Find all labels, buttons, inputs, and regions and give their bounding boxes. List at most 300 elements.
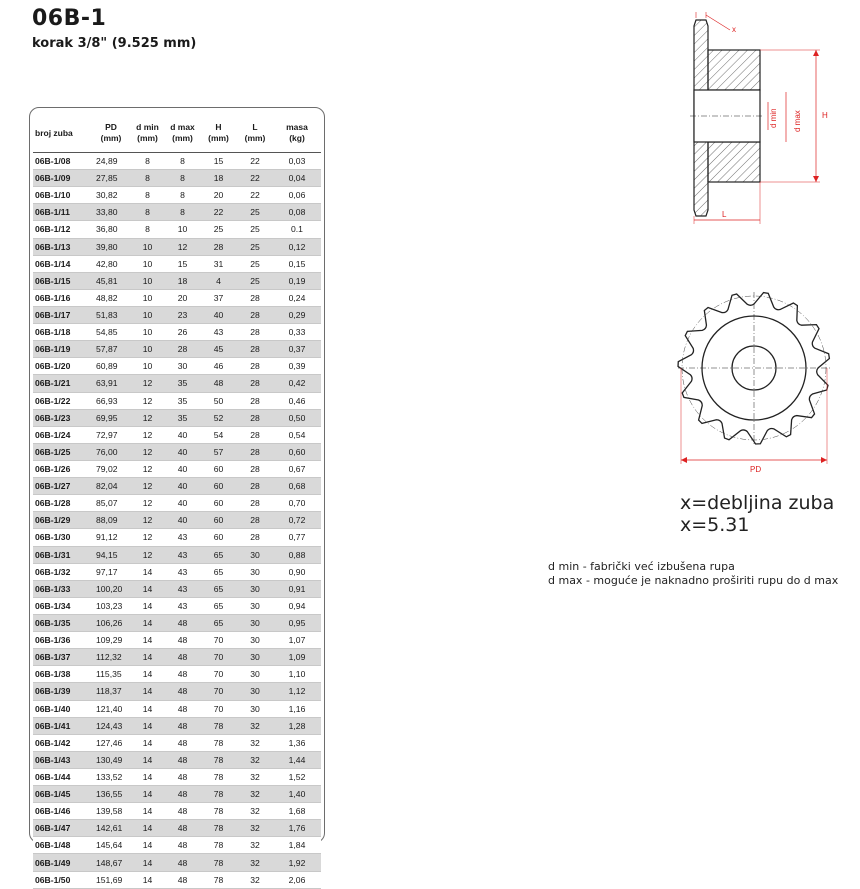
- table-cell: 10: [130, 238, 165, 255]
- table-cell: 1,52: [273, 768, 321, 785]
- table-cell: 14: [130, 717, 165, 734]
- table-cell: 8: [165, 153, 200, 170]
- table-cell: 0.1: [273, 221, 321, 238]
- table-cell: 52: [200, 409, 237, 426]
- column-header-line1: broj zuba: [35, 127, 73, 138]
- table-row: [33, 306, 321, 323]
- table-cell: 14: [130, 683, 165, 700]
- hub-upper: [708, 50, 760, 90]
- table-cell: 118,37: [92, 683, 130, 700]
- table-cell: 103,23: [92, 597, 130, 614]
- table-cell: 139,58: [92, 803, 130, 820]
- table-cell: 145,64: [92, 837, 130, 854]
- table-cell: 8: [165, 204, 200, 221]
- column-header-line2: (mm): [244, 133, 266, 143]
- table-row: [33, 734, 321, 751]
- column-header-line2: (mm): [137, 133, 158, 143]
- table-cell-code: 06B-1/17: [33, 306, 92, 323]
- table-cell: 28: [237, 409, 273, 426]
- table-cell-code: 06B-1/47: [33, 820, 92, 837]
- table-cell: 78: [200, 751, 237, 768]
- table-header-row: [33, 114, 321, 153]
- table-cell: 8: [130, 204, 165, 221]
- table-cell: 20: [165, 289, 200, 306]
- table-cell: 78: [200, 717, 237, 734]
- table-cell: 18: [165, 272, 200, 289]
- table-row: [33, 563, 321, 580]
- l-dimension-label: L: [722, 210, 727, 219]
- table-cell: 24,89: [92, 153, 130, 170]
- table-cell: 15: [200, 153, 237, 170]
- table-cell-code: 06B-1/30: [33, 529, 92, 546]
- table-cell: 63,91: [92, 375, 130, 392]
- table-cell: 48: [165, 614, 200, 631]
- table-cell-code: 06B-1/25: [33, 443, 92, 460]
- table-cell: 106,26: [92, 614, 130, 631]
- table-cell: 0,15: [273, 255, 321, 272]
- spec-table: [33, 114, 321, 889]
- table-cell: 8: [130, 187, 165, 204]
- table-cell: 12: [130, 460, 165, 477]
- table-cell: 1,07: [273, 632, 321, 649]
- table-cell-code: 06B-1/46: [33, 803, 92, 820]
- column-header: [165, 114, 200, 153]
- table-row: [33, 649, 321, 666]
- table-cell: 14: [130, 563, 165, 580]
- table-cell: 133,52: [92, 768, 130, 785]
- table-cell: 1,92: [273, 854, 321, 871]
- table-row: [33, 854, 321, 871]
- table-cell: 0,04: [273, 170, 321, 187]
- table-cell: 60,89: [92, 358, 130, 375]
- table-cell: 65: [200, 580, 237, 597]
- table-cell: 1,68: [273, 803, 321, 820]
- table-cell: 25: [237, 204, 273, 221]
- table-cell: 1,16: [273, 700, 321, 717]
- table-cell: 10: [130, 358, 165, 375]
- table-cell: 40: [165, 495, 200, 512]
- column-header-line1: PD: [105, 122, 117, 132]
- table-cell: 32: [237, 768, 273, 785]
- page-subtitle: korak 3/8" (9.525 mm): [32, 36, 197, 51]
- column-header-line2: (mm): [208, 133, 229, 143]
- column-header: [200, 114, 237, 153]
- tooth-thickness-caption: x=debljina zuba: [680, 492, 835, 514]
- table-cell: 0,70: [273, 495, 321, 512]
- table-cell: 148,67: [92, 854, 130, 871]
- table-cell: 1,44: [273, 751, 321, 768]
- table-cell: 10: [165, 221, 200, 238]
- d-min-label: d min: [769, 108, 778, 128]
- table-row: [33, 768, 321, 785]
- table-cell: 12: [130, 443, 165, 460]
- column-header-line2: (mm): [100, 133, 122, 143]
- table-cell-code: 06B-1/29: [33, 512, 92, 529]
- table-cell: 32: [237, 803, 273, 820]
- table-cell: 28: [237, 358, 273, 375]
- table-cell: 22: [237, 153, 273, 170]
- table-cell-code: 06B-1/49: [33, 854, 92, 871]
- table-cell: 37: [200, 289, 237, 306]
- table-cell: 78: [200, 871, 237, 888]
- table-cell: 60: [200, 529, 237, 546]
- table-cell: 10: [130, 306, 165, 323]
- table-cell: 115,35: [92, 666, 130, 683]
- table-cell: 0,54: [273, 426, 321, 443]
- column-header-line2: (mm): [172, 133, 193, 143]
- table-cell: 76,00: [92, 443, 130, 460]
- table-cell-code: 06B-1/24: [33, 426, 92, 443]
- table-cell: 25: [237, 221, 273, 238]
- table-cell: 60: [200, 460, 237, 477]
- table-cell: 14: [130, 803, 165, 820]
- table-cell: 10: [130, 341, 165, 358]
- x-dimension-label: x: [732, 25, 736, 34]
- table-cell: 39,80: [92, 238, 130, 255]
- table-cell: 35: [165, 392, 200, 409]
- table-cell: 48: [200, 375, 237, 392]
- table-cell: 22: [237, 187, 273, 204]
- table-cell-code: 06B-1/37: [33, 649, 92, 666]
- table-cell-code: 06B-1/11: [33, 204, 92, 221]
- table-cell: 8: [165, 170, 200, 187]
- spec-table-frame: [29, 107, 325, 885]
- table-cell: 136,55: [92, 786, 130, 803]
- table-row: [33, 871, 321, 888]
- table-cell: 30: [237, 666, 273, 683]
- table-cell: 45,81: [92, 272, 130, 289]
- sprocket-front-view: [664, 288, 844, 478]
- table-cell: 12: [130, 426, 165, 443]
- table-cell: 28: [237, 289, 273, 306]
- table-cell: 48: [165, 837, 200, 854]
- table-cell: 60: [200, 495, 237, 512]
- table-row: [33, 820, 321, 837]
- table-cell: 1,84: [273, 837, 321, 854]
- table-cell: 70: [200, 700, 237, 717]
- table-cell: 32: [237, 854, 273, 871]
- table-cell: 14: [130, 580, 165, 597]
- table-cell: 0,94: [273, 597, 321, 614]
- d-max-label: d max: [793, 110, 802, 132]
- column-header: [237, 114, 273, 153]
- table-cell: 14: [130, 632, 165, 649]
- table-cell-code: 06B-1/38: [33, 666, 92, 683]
- table-cell: 70: [200, 666, 237, 683]
- table-row: [33, 272, 321, 289]
- table-cell: 35: [165, 375, 200, 392]
- table-cell: 0,60: [273, 443, 321, 460]
- table-row: [33, 392, 321, 409]
- table-cell: 48: [165, 717, 200, 734]
- table-row: [33, 580, 321, 597]
- table-cell: 12: [130, 529, 165, 546]
- table-cell-code: 06B-1/35: [33, 614, 92, 631]
- table-cell-code: 06B-1/39: [33, 683, 92, 700]
- table-cell: 25: [237, 238, 273, 255]
- table-cell: 97,17: [92, 563, 130, 580]
- table-cell: 127,46: [92, 734, 130, 751]
- table-cell-code: 06B-1/12: [33, 221, 92, 238]
- table-cell: 28: [237, 324, 273, 341]
- page-title: 06B-1: [32, 6, 107, 31]
- table-cell: 100,20: [92, 580, 130, 597]
- table-cell: 121,40: [92, 700, 130, 717]
- table-cell: 112,32: [92, 649, 130, 666]
- table-cell: 2,06: [273, 871, 321, 888]
- table-cell: 48: [165, 786, 200, 803]
- table-cell-code: 06B-1/34: [33, 597, 92, 614]
- table-cell: 8: [165, 187, 200, 204]
- table-cell: 54: [200, 426, 237, 443]
- table-cell-code: 06B-1/26: [33, 460, 92, 477]
- table-row: [33, 803, 321, 820]
- table-cell-code: 06B-1/19: [33, 341, 92, 358]
- table-cell: 28: [237, 529, 273, 546]
- table-row: [33, 700, 321, 717]
- table-row: [33, 409, 321, 426]
- table-cell: 48: [165, 666, 200, 683]
- table-cell: 0,72: [273, 512, 321, 529]
- table-row: [33, 324, 321, 341]
- table-cell: 151,69: [92, 871, 130, 888]
- table-cell: 14: [130, 837, 165, 854]
- table-cell: 0,90: [273, 563, 321, 580]
- table-cell: 0,03: [273, 153, 321, 170]
- table-cell: 0,39: [273, 358, 321, 375]
- table-cell: 14: [130, 751, 165, 768]
- table-cell-code: 06B-1/21: [33, 375, 92, 392]
- table-cell: 43: [165, 563, 200, 580]
- table-cell-code: 06B-1/42: [33, 734, 92, 751]
- table-row: [33, 426, 321, 443]
- table-cell-code: 06B-1/43: [33, 751, 92, 768]
- column-header: [130, 114, 165, 153]
- table-cell-code: 06B-1/32: [33, 563, 92, 580]
- table-row: [33, 255, 321, 272]
- table-cell-code: 06B-1/45: [33, 786, 92, 803]
- table-cell: 48: [165, 803, 200, 820]
- table-cell-code: 06B-1/41: [33, 717, 92, 734]
- table-cell: 14: [130, 649, 165, 666]
- table-cell-code: 06B-1/27: [33, 478, 92, 495]
- table-cell-code: 06B-1/18: [33, 324, 92, 341]
- table-cell: 48: [165, 751, 200, 768]
- table-cell: 1,76: [273, 820, 321, 837]
- table-cell: 45: [200, 341, 237, 358]
- table-cell: 14: [130, 871, 165, 888]
- table-cell-code: 06B-1/50: [33, 871, 92, 888]
- table-cell-code: 06B-1/13: [33, 238, 92, 255]
- table-cell: 78: [200, 786, 237, 803]
- table-cell-code: 06B-1/40: [33, 700, 92, 717]
- table-cell: 31: [200, 255, 237, 272]
- table-cell: 70: [200, 683, 237, 700]
- table-cell: 4: [200, 272, 237, 289]
- table-cell: 23: [165, 306, 200, 323]
- table-cell-code: 06B-1/36: [33, 632, 92, 649]
- table-row: [33, 529, 321, 546]
- table-cell: 12: [130, 478, 165, 495]
- table-cell: 20: [200, 187, 237, 204]
- table-cell: 42,80: [92, 255, 130, 272]
- table-row: [33, 187, 321, 204]
- table-cell: 32: [237, 820, 273, 837]
- table-cell: 32: [237, 717, 273, 734]
- table-cell: 43: [200, 324, 237, 341]
- table-cell: 72,97: [92, 426, 130, 443]
- table-cell: 60: [200, 512, 237, 529]
- table-cell: 48: [165, 820, 200, 837]
- table-cell: 60: [200, 478, 237, 495]
- table-cell: 30: [237, 546, 273, 563]
- table-cell: 48: [165, 854, 200, 871]
- table-cell: 27,85: [92, 170, 130, 187]
- table-cell: 35: [165, 409, 200, 426]
- h-dimension-label: H: [822, 111, 828, 120]
- table-cell: 79,02: [92, 460, 130, 477]
- table-cell: 28: [237, 478, 273, 495]
- table-cell-code: 06B-1/48: [33, 837, 92, 854]
- table-cell: 124,43: [92, 717, 130, 734]
- table-cell-code: 06B-1/44: [33, 768, 92, 785]
- table-cell: 10: [130, 272, 165, 289]
- table-cell: 28: [237, 341, 273, 358]
- table-cell-code: 06B-1/33: [33, 580, 92, 597]
- table-cell: 8: [130, 153, 165, 170]
- table-cell: 40: [165, 460, 200, 477]
- column-header-line1: L: [252, 122, 258, 132]
- table-cell: 28: [237, 306, 273, 323]
- table-cell: 22: [237, 170, 273, 187]
- table-cell: 40: [200, 306, 237, 323]
- table-body: [33, 153, 321, 889]
- table-row: [33, 683, 321, 700]
- table-cell: 1,36: [273, 734, 321, 751]
- table-row: [33, 495, 321, 512]
- table-cell: 69,95: [92, 409, 130, 426]
- hub-lower: [708, 142, 760, 182]
- table-cell: 8: [130, 170, 165, 187]
- table-cell: 14: [130, 768, 165, 785]
- table-cell: 30: [237, 649, 273, 666]
- column-header-line1: d min: [136, 122, 159, 132]
- table-cell: 0,88: [273, 546, 321, 563]
- table-cell: 0,33: [273, 324, 321, 341]
- table-cell: 30: [237, 580, 273, 597]
- table-cell: 28: [237, 443, 273, 460]
- table-cell: 48: [165, 768, 200, 785]
- table-cell: 0,77: [273, 529, 321, 546]
- table-cell-code: 06B-1/14: [33, 255, 92, 272]
- table-cell: 1,28: [273, 717, 321, 734]
- table-cell: 30: [165, 358, 200, 375]
- table-cell: 40: [165, 426, 200, 443]
- table-row: [33, 632, 321, 649]
- table-row: [33, 751, 321, 768]
- table-cell-code: 06B-1/16: [33, 289, 92, 306]
- table-cell: 32: [237, 734, 273, 751]
- column-header-line1: d max: [170, 122, 195, 132]
- table-cell: 0,29: [273, 306, 321, 323]
- table-cell: 22: [200, 204, 237, 221]
- table-row: [33, 597, 321, 614]
- table-cell: 12: [130, 392, 165, 409]
- table-cell: 32: [237, 751, 273, 768]
- table-row: [33, 460, 321, 477]
- table-cell-code: 06B-1/15: [33, 272, 92, 289]
- table-cell: 28: [200, 238, 237, 255]
- note-dmin: d min - fabrički već izbušena rupa: [548, 560, 735, 573]
- table-cell: 48: [165, 632, 200, 649]
- table-cell: 30: [237, 700, 273, 717]
- table-cell-code: 06B-1/10: [33, 187, 92, 204]
- sprocket-side-view: [660, 10, 840, 230]
- table-cell: 40: [165, 512, 200, 529]
- table-cell: 28: [237, 495, 273, 512]
- table-cell: 78: [200, 837, 237, 854]
- table-cell: 14: [130, 700, 165, 717]
- table-cell: 0,06: [273, 187, 321, 204]
- table-cell: 36,80: [92, 221, 130, 238]
- table-cell: 40: [165, 443, 200, 460]
- table-cell: 30: [237, 683, 273, 700]
- table-cell: 46: [200, 358, 237, 375]
- table-cell: 142,61: [92, 820, 130, 837]
- table-cell: 14: [130, 597, 165, 614]
- table-row: [33, 717, 321, 734]
- table-cell: 33,80: [92, 204, 130, 221]
- table-cell: 0,08: [273, 204, 321, 221]
- table-row: [33, 289, 321, 306]
- table-cell: 54,85: [92, 324, 130, 341]
- table-cell: 28: [237, 392, 273, 409]
- table-cell: 130,49: [92, 751, 130, 768]
- column-header-line1: H: [215, 122, 222, 132]
- sprocket-teeth: [678, 293, 829, 444]
- table-cell: 30: [237, 614, 273, 631]
- table-cell: 14: [130, 786, 165, 803]
- table-cell: 30: [237, 563, 273, 580]
- table-cell: 25: [237, 272, 273, 289]
- table-cell: 43: [165, 580, 200, 597]
- table-cell: 26: [165, 324, 200, 341]
- table-cell: 12: [130, 375, 165, 392]
- table-cell: 12: [130, 409, 165, 426]
- column-header: [92, 114, 130, 153]
- table-cell: 57,87: [92, 341, 130, 358]
- table-cell: 0,12: [273, 238, 321, 255]
- table-cell: 10: [130, 255, 165, 272]
- table-cell: 85,07: [92, 495, 130, 512]
- table-cell: 0,42: [273, 375, 321, 392]
- table-cell: 70: [200, 632, 237, 649]
- table-cell: 88,09: [92, 512, 130, 529]
- table-cell: 0,68: [273, 478, 321, 495]
- table-cell: 82,04: [92, 478, 130, 495]
- table-cell: 14: [130, 666, 165, 683]
- table-cell-code: 06B-1/08: [33, 153, 92, 170]
- table-cell: 14: [130, 854, 165, 871]
- table-cell: 12: [130, 546, 165, 563]
- table-cell: 65: [200, 563, 237, 580]
- table-cell: 1,10: [273, 666, 321, 683]
- table-cell-code: 06B-1/23: [33, 409, 92, 426]
- column-header-line1: masa: [286, 122, 308, 132]
- table-cell: 51,83: [92, 306, 130, 323]
- table-cell: 12: [130, 495, 165, 512]
- table-cell-code: 06B-1/20: [33, 358, 92, 375]
